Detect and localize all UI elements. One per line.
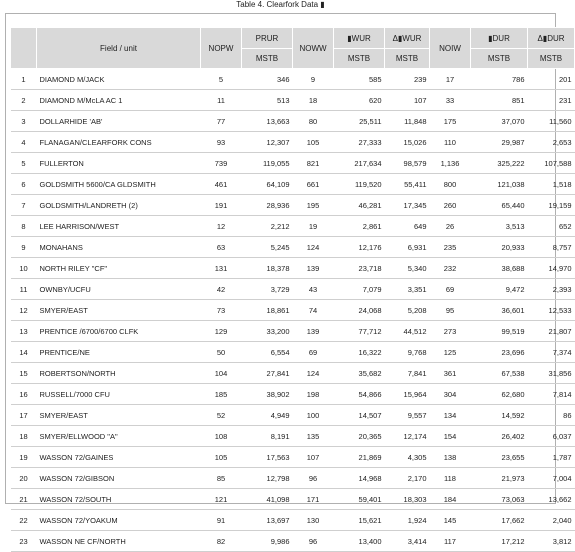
prur-cell: 28,936 [242, 195, 293, 216]
field-unit-cell: WASSON 72/SOUTH [37, 489, 201, 510]
row-index: 17 [11, 405, 37, 426]
prur-cell: 9,986 [242, 531, 293, 552]
row-index: 8 [11, 216, 37, 237]
header-noww: NOWW [293, 28, 334, 69]
noiw-cell: 134 [430, 405, 471, 426]
delta-iwur-cell: 4,305 [385, 447, 430, 468]
field-unit-cell: GOLDSMITH 5600/CA GLDSMITH [37, 174, 201, 195]
row-index: 12 [11, 300, 37, 321]
idur-cell: 9,472 [471, 279, 528, 300]
table-row [11, 300, 575, 321]
noww-cell: 105 [293, 132, 334, 153]
noiw-cell: 69 [430, 279, 471, 300]
field-unit-cell: WASSON NE CF/NORTH [37, 531, 201, 552]
table-row [11, 69, 575, 90]
noiw-cell: 232 [430, 258, 471, 279]
iwur-cell: 14,507 [334, 405, 385, 426]
table-row [11, 195, 575, 216]
row-index: 22 [11, 510, 37, 531]
noww-cell: 139 [293, 258, 334, 279]
idur-cell: 62,680 [471, 384, 528, 405]
field-unit-cell: GOLDSMITH/LANDRETH (2) [37, 195, 201, 216]
noiw-cell: 800 [430, 174, 471, 195]
table-row [11, 174, 575, 195]
delta-idur-cell: 12,533 [528, 300, 575, 321]
table-row [11, 531, 575, 552]
delta-iwur-cell: 3,414 [385, 531, 430, 552]
noww-cell: 198 [293, 384, 334, 405]
table-row [11, 447, 575, 468]
prur-cell: 13,697 [242, 510, 293, 531]
delta-iwur-cell: 18,303 [385, 489, 430, 510]
idur-cell: 21,973 [471, 468, 528, 489]
prur-cell: 3,729 [242, 279, 293, 300]
nopw-cell: 42 [201, 279, 242, 300]
noww-cell: 107 [293, 447, 334, 468]
row-index: 9 [11, 237, 37, 258]
iwur-cell: 20,365 [334, 426, 385, 447]
delta-iwur-cell: 2,170 [385, 468, 430, 489]
delta-iwur-cell: 17,345 [385, 195, 430, 216]
table-header [11, 28, 575, 69]
nopw-cell: 461 [201, 174, 242, 195]
prur-cell: 346 [242, 69, 293, 90]
header-unit-delta-iwur: MSTB [385, 49, 430, 69]
prur-cell: 41,098 [242, 489, 293, 510]
table-row [11, 510, 575, 531]
noiw-cell: 273 [430, 321, 471, 342]
noiw-cell: 260 [430, 195, 471, 216]
table-row [11, 237, 575, 258]
noww-cell: 130 [293, 510, 334, 531]
iwur-cell: 77,712 [334, 321, 385, 342]
delta-idur-cell: 86 [528, 405, 575, 426]
prur-cell: 13,663 [242, 111, 293, 132]
row-index: 4 [11, 132, 37, 153]
delta-idur-cell: 21,807 [528, 321, 575, 342]
noiw-cell: 138 [430, 447, 471, 468]
delta-iwur-cell: 15,026 [385, 132, 430, 153]
idur-cell: 325,222 [471, 153, 528, 174]
noiw-cell: 95 [430, 300, 471, 321]
delta-iwur-cell: 44,512 [385, 321, 430, 342]
delta-iwur-cell: 7,841 [385, 363, 430, 384]
nopw-cell: 105 [201, 447, 242, 468]
nopw-cell: 191 [201, 195, 242, 216]
iwur-cell: 21,869 [334, 447, 385, 468]
noiw-cell: 26 [430, 216, 471, 237]
row-index: 7 [11, 195, 37, 216]
nopw-cell: 121 [201, 489, 242, 510]
delta-idur-cell: 7,004 [528, 468, 575, 489]
iwur-cell: 15,621 [334, 510, 385, 531]
field-unit-cell: RUSSELL/7000 CFU [37, 384, 201, 405]
prur-cell: 513 [242, 90, 293, 111]
noiw-cell: 17 [430, 69, 471, 90]
header-idur: ▮DUR [471, 28, 528, 49]
delta-idur-cell: 1,518 [528, 174, 575, 195]
iwur-cell: 7,079 [334, 279, 385, 300]
delta-iwur-cell: 15,964 [385, 384, 430, 405]
delta-iwur-cell: 239 [385, 69, 430, 90]
nopw-cell: 739 [201, 153, 242, 174]
noww-cell: 19 [293, 216, 334, 237]
delta-idur-cell: 13,662 [528, 489, 575, 510]
header-delta-idur: Δ▮DUR [528, 28, 575, 49]
delta-idur-cell: 3,812 [528, 531, 575, 552]
idur-cell: 121,038 [471, 174, 528, 195]
row-index: 21 [11, 489, 37, 510]
delta-idur-cell: 107,588 [528, 153, 575, 174]
field-unit-cell: WASSON 72/YOAKUM [37, 510, 201, 531]
header-index [11, 28, 37, 69]
header-delta-iwur: Δ▮WUR [385, 28, 430, 49]
prur-cell: 8,191 [242, 426, 293, 447]
noww-cell: 124 [293, 363, 334, 384]
noiw-cell: 184 [430, 489, 471, 510]
idur-cell: 26,402 [471, 426, 528, 447]
prur-cell: 119,055 [242, 153, 293, 174]
field-unit-cell: MONAHANS [37, 237, 201, 258]
row-index: 15 [11, 363, 37, 384]
prur-cell: 18,378 [242, 258, 293, 279]
delta-iwur-cell: 6,931 [385, 237, 430, 258]
table-caption: Table 4. Clearfork Data ▮ [236, 0, 325, 9]
delta-idur-cell: 2,040 [528, 510, 575, 531]
row-index: 11 [11, 279, 37, 300]
prur-cell: 17,563 [242, 447, 293, 468]
delta-iwur-cell: 11,848 [385, 111, 430, 132]
noiw-cell: 110 [430, 132, 471, 153]
table-row [11, 153, 575, 174]
iwur-cell: 2,861 [334, 216, 385, 237]
noww-cell: 139 [293, 321, 334, 342]
field-unit-cell: DIAMOND M/JACK [37, 69, 201, 90]
delta-iwur-cell: 649 [385, 216, 430, 237]
idur-cell: 29,987 [471, 132, 528, 153]
idur-cell: 851 [471, 90, 528, 111]
idur-cell: 65,440 [471, 195, 528, 216]
idur-cell: 20,933 [471, 237, 528, 258]
nopw-cell: 185 [201, 384, 242, 405]
row-index: 20 [11, 468, 37, 489]
row-index: 23 [11, 531, 37, 552]
field-unit-cell: NORTH RILEY "CF" [37, 258, 201, 279]
prur-cell: 18,861 [242, 300, 293, 321]
table-row [11, 321, 575, 342]
field-unit-cell: ROBERTSON/NORTH [37, 363, 201, 384]
field-unit-cell: WASSON 72/GAINES [37, 447, 201, 468]
iwur-cell: 59,401 [334, 489, 385, 510]
header-unit-idur: MSTB [471, 49, 528, 69]
idur-cell: 23,655 [471, 447, 528, 468]
delta-iwur-cell: 5,340 [385, 258, 430, 279]
row-index: 10 [11, 258, 37, 279]
prur-cell: 6,554 [242, 342, 293, 363]
idur-cell: 38,688 [471, 258, 528, 279]
prur-cell: 2,212 [242, 216, 293, 237]
delta-iwur-cell: 55,411 [385, 174, 430, 195]
prur-cell: 33,200 [242, 321, 293, 342]
delta-iwur-cell: 3,351 [385, 279, 430, 300]
header-unit-prur: MSTB [242, 49, 293, 69]
noww-cell: 124 [293, 237, 334, 258]
prur-cell: 27,841 [242, 363, 293, 384]
noww-cell: 661 [293, 174, 334, 195]
noiw-cell: 175 [430, 111, 471, 132]
header-field-unit: Field / unit [37, 28, 201, 69]
field-unit-cell: FULLERTON [37, 153, 201, 174]
delta-idur-cell: 8,757 [528, 237, 575, 258]
field-unit-cell: SMYER/EAST [37, 405, 201, 426]
noiw-cell: 1,136 [430, 153, 471, 174]
header-nopw: NOPW [201, 28, 242, 69]
delta-idur-cell: 31,856 [528, 363, 575, 384]
field-unit-cell: PRENTICE /6700/6700 CLFK [37, 321, 201, 342]
table-row [11, 90, 575, 111]
table-row [11, 426, 575, 447]
noiw-cell: 235 [430, 237, 471, 258]
noiw-cell: 154 [430, 426, 471, 447]
iwur-cell: 54,866 [334, 384, 385, 405]
delta-idur-cell: 2,653 [528, 132, 575, 153]
field-unit-cell: FLANAGAN/CLEARFORK CONS [37, 132, 201, 153]
iwur-cell: 12,176 [334, 237, 385, 258]
table-row [11, 384, 575, 405]
table-row [11, 279, 575, 300]
noiw-cell: 304 [430, 384, 471, 405]
prur-cell: 64,109 [242, 174, 293, 195]
delta-idur-cell: 231 [528, 90, 575, 111]
row-index: 18 [11, 426, 37, 447]
noww-cell: 69 [293, 342, 334, 363]
idur-cell: 14,592 [471, 405, 528, 426]
field-unit-cell: PRENTICE/NE [37, 342, 201, 363]
iwur-cell: 24,068 [334, 300, 385, 321]
field-unit-cell: SMYER/ELLWOOD "A" [37, 426, 201, 447]
table-body [11, 69, 575, 552]
field-unit-cell: WASSON 72/GIBSON [37, 468, 201, 489]
noiw-cell: 118 [430, 468, 471, 489]
header-iwur: ▮WUR [334, 28, 385, 49]
header-prur: PRUR [242, 28, 293, 49]
delta-iwur-cell: 107 [385, 90, 430, 111]
nopw-cell: 50 [201, 342, 242, 363]
noiw-cell: 125 [430, 342, 471, 363]
row-index: 19 [11, 447, 37, 468]
prur-cell: 5,245 [242, 237, 293, 258]
header-unit-iwur: MSTB [334, 49, 385, 69]
idur-cell: 99,519 [471, 321, 528, 342]
delta-idur-cell: 2,393 [528, 279, 575, 300]
iwur-cell: 27,333 [334, 132, 385, 153]
noww-cell: 43 [293, 279, 334, 300]
delta-idur-cell: 19,159 [528, 195, 575, 216]
header-unit-delta-idur: MSTB [528, 49, 575, 69]
nopw-cell: 82 [201, 531, 242, 552]
nopw-cell: 73 [201, 300, 242, 321]
iwur-cell: 14,968 [334, 468, 385, 489]
row-index: 5 [11, 153, 37, 174]
prur-cell: 4,949 [242, 405, 293, 426]
table-row [11, 489, 575, 510]
nopw-cell: 5 [201, 69, 242, 90]
noiw-cell: 33 [430, 90, 471, 111]
header-noiw: NOIW [430, 28, 471, 69]
delta-idur-cell: 201 [528, 69, 575, 90]
nopw-cell: 129 [201, 321, 242, 342]
row-index: 6 [11, 174, 37, 195]
iwur-cell: 13,400 [334, 531, 385, 552]
table-row [11, 342, 575, 363]
field-unit-cell: DOLLARHIDE 'AB' [37, 111, 201, 132]
idur-cell: 37,070 [471, 111, 528, 132]
noww-cell: 100 [293, 405, 334, 426]
prur-cell: 12,798 [242, 468, 293, 489]
nopw-cell: 52 [201, 405, 242, 426]
nopw-cell: 11 [201, 90, 242, 111]
noww-cell: 96 [293, 468, 334, 489]
noww-cell: 821 [293, 153, 334, 174]
noiw-cell: 117 [430, 531, 471, 552]
idur-cell: 67,538 [471, 363, 528, 384]
row-index: 2 [11, 90, 37, 111]
iwur-cell: 35,682 [334, 363, 385, 384]
table-row [11, 132, 575, 153]
delta-iwur-cell: 98,579 [385, 153, 430, 174]
row-index: 16 [11, 384, 37, 405]
table-row [11, 258, 575, 279]
table-row [11, 111, 575, 132]
iwur-cell: 46,281 [334, 195, 385, 216]
clearfork-data-table [10, 27, 575, 552]
noww-cell: 96 [293, 531, 334, 552]
field-unit-cell: SMYER/EAST [37, 300, 201, 321]
nopw-cell: 108 [201, 426, 242, 447]
field-unit-cell: DIAMOND M/McLA AC 1 [37, 90, 201, 111]
delta-iwur-cell: 5,208 [385, 300, 430, 321]
delta-idur-cell: 7,814 [528, 384, 575, 405]
idur-cell: 17,212 [471, 531, 528, 552]
noww-cell: 171 [293, 489, 334, 510]
row-index: 1 [11, 69, 37, 90]
delta-iwur-cell: 1,924 [385, 510, 430, 531]
nopw-cell: 104 [201, 363, 242, 384]
noww-cell: 74 [293, 300, 334, 321]
iwur-cell: 585 [334, 69, 385, 90]
delta-iwur-cell: 9,557 [385, 405, 430, 426]
nopw-cell: 91 [201, 510, 242, 531]
nopw-cell: 131 [201, 258, 242, 279]
idur-cell: 786 [471, 69, 528, 90]
field-unit-cell: OWNBY/UCFU [37, 279, 201, 300]
table-row [11, 363, 575, 384]
idur-cell: 17,662 [471, 510, 528, 531]
noww-cell: 195 [293, 195, 334, 216]
delta-idur-cell: 14,970 [528, 258, 575, 279]
row-index: 14 [11, 342, 37, 363]
nopw-cell: 12 [201, 216, 242, 237]
noww-cell: 135 [293, 426, 334, 447]
nopw-cell: 93 [201, 132, 242, 153]
table-row [11, 468, 575, 489]
table-row [11, 405, 575, 426]
row-index: 3 [11, 111, 37, 132]
delta-idur-cell: 6,037 [528, 426, 575, 447]
delta-idur-cell: 11,560 [528, 111, 575, 132]
nopw-cell: 63 [201, 237, 242, 258]
noww-cell: 18 [293, 90, 334, 111]
nopw-cell: 85 [201, 468, 242, 489]
delta-idur-cell: 652 [528, 216, 575, 237]
iwur-cell: 23,718 [334, 258, 385, 279]
idur-cell: 23,696 [471, 342, 528, 363]
idur-cell: 3,513 [471, 216, 528, 237]
prur-cell: 38,902 [242, 384, 293, 405]
iwur-cell: 119,520 [334, 174, 385, 195]
iwur-cell: 16,322 [334, 342, 385, 363]
noiw-cell: 145 [430, 510, 471, 531]
delta-iwur-cell: 9,768 [385, 342, 430, 363]
delta-iwur-cell: 12,174 [385, 426, 430, 447]
delta-idur-cell: 7,374 [528, 342, 575, 363]
iwur-cell: 620 [334, 90, 385, 111]
row-index: 13 [11, 321, 37, 342]
delta-idur-cell: 1,787 [528, 447, 575, 468]
prur-cell: 12,307 [242, 132, 293, 153]
idur-cell: 73,063 [471, 489, 528, 510]
noww-cell: 80 [293, 111, 334, 132]
idur-cell: 36,601 [471, 300, 528, 321]
noww-cell: 9 [293, 69, 334, 90]
table-row [11, 216, 575, 237]
iwur-cell: 25,511 [334, 111, 385, 132]
nopw-cell: 77 [201, 111, 242, 132]
field-unit-cell: LEE HARRISON/WEST [37, 216, 201, 237]
iwur-cell: 217,634 [334, 153, 385, 174]
noiw-cell: 361 [430, 363, 471, 384]
